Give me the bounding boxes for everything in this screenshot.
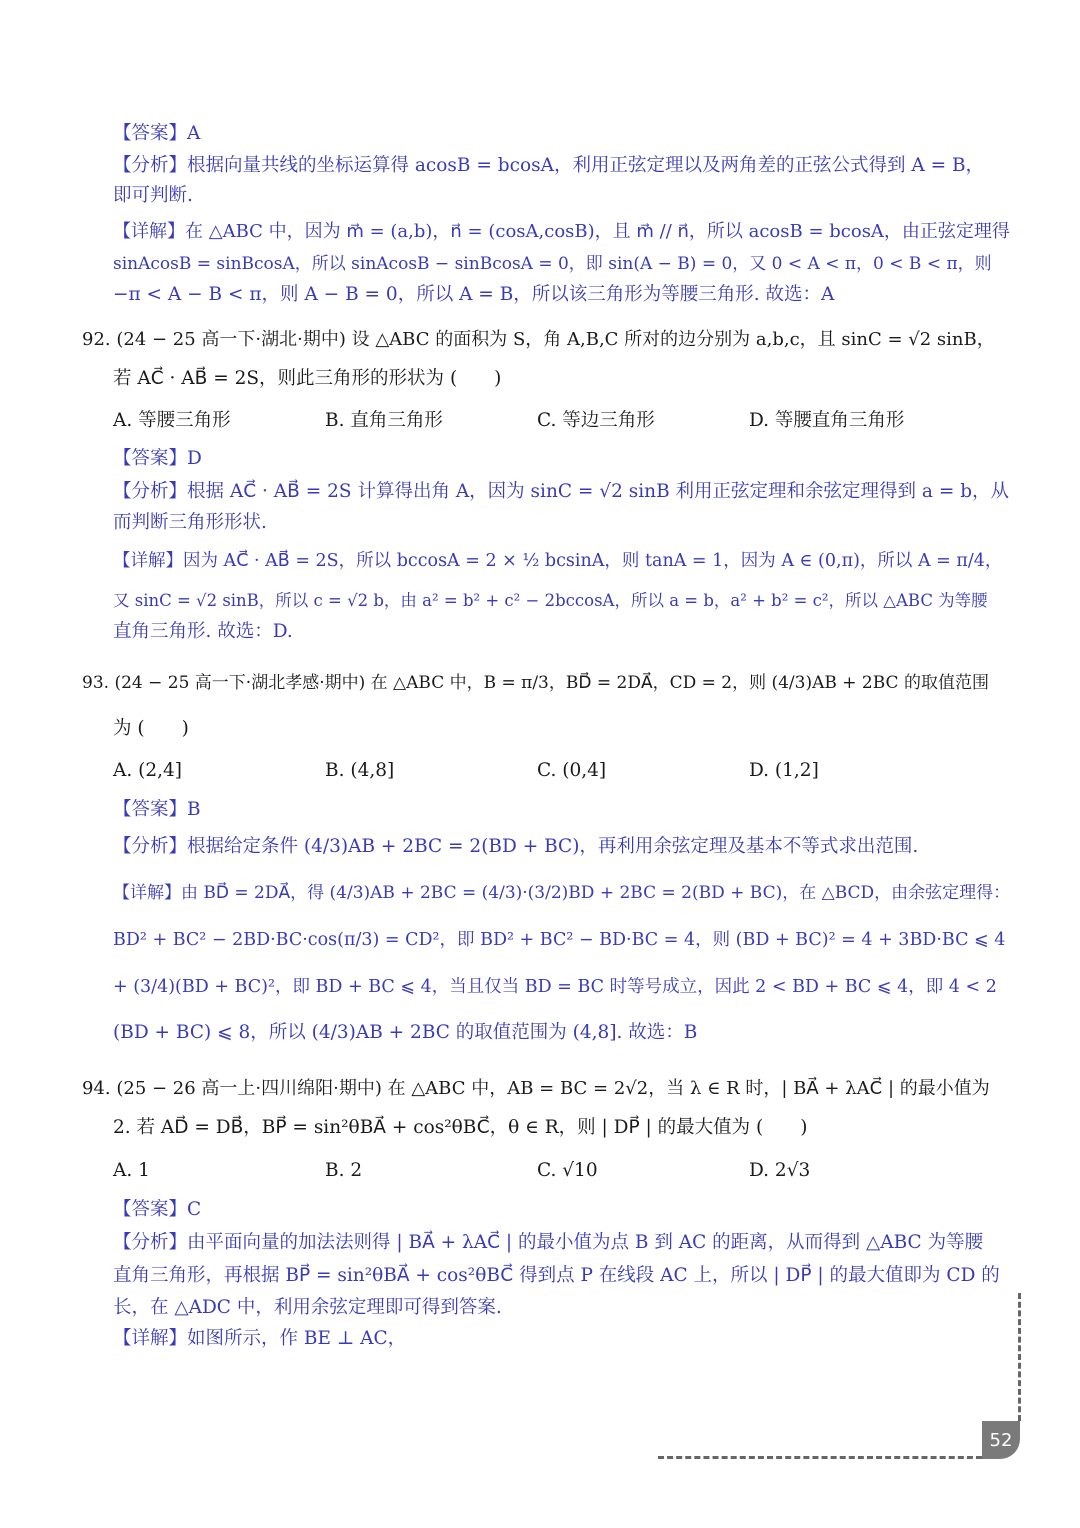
question-94-option-d: D. 2√3 — [749, 1160, 811, 1181]
detail-92-line-3: 直角三角形. 故选：D. — [113, 621, 293, 642]
answer-93: 【答案】B — [113, 799, 201, 820]
detail-91-line-3: −π < A − B < π，则 A − B = 0，所以 A = B，所以该三角形为等腰三角形. 故选：A — [113, 284, 835, 305]
detail-94-line-1: 【详解】如图所示，作 BE ⊥ AC， — [113, 1328, 407, 1349]
page-corner-dashed-vertical — [1018, 1293, 1021, 1421]
detail-91-line-1: 【详解】在 △ABC 中，因为 m⃗ = (a,b)，n⃗ = (cosA,cosB)，且 m⃗ // n⃗，所以 acosB = bcosA，由正弦定理得 — [113, 221, 1010, 242]
page-number: 52 — [982, 1421, 1020, 1459]
answer-91: 【答案】A — [113, 123, 201, 144]
question-93-option-c: C. (0,4] — [537, 760, 607, 781]
analysis-91-line-2: 即可判断. — [113, 185, 193, 206]
question-92-option-b: B. 直角三角形 — [325, 410, 443, 431]
question-92-option-d: D. 等腰直角三角形 — [749, 410, 905, 431]
detail-91-line-2: sinAcosB = sinBcosA，所以 sinAcosB − sinBcosA = 0，即 sin(A − B) = 0，又 0 < A < π，0 < B < π，则 — [113, 254, 992, 274]
question-92-option-a: A. 等腰三角形 — [113, 410, 231, 431]
detail-93-line-1: 【详解】由 BD⃗ = 2DA⃗，得 (4/3)AB + 2BC = (4/3)·(3/2)BD + 2BC = 2(BD + BC)，在 △BCD，由余弦定理得： — [113, 883, 1011, 903]
analysis-94-line-1: 【分析】由平面向量的加法法则得 | BA⃗ + λAC⃗ | 的最小值为点 B 到 AC 的距离，从而得到 △ABC 为等腰 — [113, 1232, 984, 1253]
question-93-stem-line-1: 93. (24 − 25 高一下·湖北孝感·期中) 在 △ABC 中，B = π/3，BD⃗ = 2DA⃗，CD = 2，则 (4/3)AB + 2BC 的取值范围 — [82, 673, 989, 693]
question-93-option-a: A. (2,4] — [113, 760, 182, 781]
detail-93-line-3: + (3/4)(BD + BC)²，即 BD + BC ⩽ 4，当且仅当 BD = BC 时等号成立，因此 2 < BD + BC ⩽ 4，即 4 < 2 — [113, 977, 997, 997]
question-92-option-c: C. 等边三角形 — [537, 410, 655, 431]
page-corner-dashed-horizontal — [658, 1456, 982, 1459]
analysis-93-line-1: 【分析】根据给定条件 (4/3)AB + 2BC = 2(BD + BC)，再利用余弦定理及基本不等式求出范围. — [113, 836, 919, 857]
question-94-option-b: B. 2 — [325, 1160, 363, 1181]
question-92-stem-line-2: 若 AC⃗ · AB⃗ = 2S，则此三角形的形状为 ( ) — [113, 368, 502, 389]
question-93-option-d: D. (1,2] — [749, 760, 819, 781]
question-93-stem-line-2: 为 ( ) — [113, 718, 189, 739]
analysis-91-line-1: 【分析】根据向量共线的坐标运算得 acosB = bcosA，利用正弦定理以及两角差的正弦公式得到 A = B， — [113, 155, 985, 176]
analysis-94-line-3: 长，在 △ADC 中，利用余弦定理即可得到答案. — [113, 1297, 502, 1318]
detail-93-line-2: BD² + BC² − 2BD·BC·cos(π/3) = CD²，即 BD² + BC² − BD·BC = 4，则 (BD + BC)² = 4 + 3BD·BC ⩽ 4 — [113, 930, 1006, 950]
analysis-94-line-2: 直角三角形，再根据 BP⃗ = sin²θBA⃗ + cos²θBC⃗ 得到点 P 在线段 AC 上，所以 | DP⃗ | 的最大值即为 CD 的 — [113, 1265, 1000, 1286]
question-94-option-a: A. 1 — [113, 1160, 150, 1181]
answer-92: 【答案】D — [113, 448, 202, 469]
question-94-stem-line-2: 2. 若 AD⃗ = DB⃗，BP⃗ = sin²θBA⃗ + cos²θBC⃗，θ ∈ R，则 | DP⃗ | 的最大值为 ( ) — [113, 1117, 808, 1138]
analysis-92-line-1: 【分析】根据 AC⃗ · AB⃗ = 2S 计算得出角 A，因为 sinC = √2 sinB 利用正弦定理和余弦定理得到 a = b，从 — [113, 481, 1010, 502]
question-93-option-b: B. (4,8] — [325, 760, 395, 781]
question-94-option-c: C. √10 — [537, 1160, 598, 1181]
question-94-stem-line-1: 94. (25 − 26 高一上·四川绵阳·期中) 在 △ABC 中，AB = BC = 2√2，当 λ ∈ R 时，| BA⃗ + λAC⃗ | 的最小值为 — [82, 1078, 990, 1099]
question-92-stem-line-1: 92. (24 − 25 高一下·湖北·期中) 设 △ABC 的面积为 S，角 A,B,C 所对的边分别为 a,b,c，且 sinC = √2 sinB， — [82, 329, 995, 350]
detail-92-line-1: 【详解】因为 AC⃗ · AB⃗ = 2S，所以 bccosA = 2 × ½ bcsinA，则 tanA = 1，因为 A ∈ (0,π)，所以 A = π/4， — [113, 551, 1003, 571]
detail-92-line-2: 又 sinC = √2 sinB，所以 c = √2 b，由 a² = b² + c² − 2bccosA，所以 a = b，a² + b² = c²，所以 △ABC 为等腰 — [113, 591, 988, 610]
detail-93-line-4: (BD + BC) ⩽ 8，所以 (4/3)AB + 2BC 的取值范围为 (4,8]. 故选：B — [113, 1022, 698, 1043]
answer-94: 【答案】C — [113, 1199, 202, 1220]
analysis-92-line-2: 而判断三角形形状. — [113, 512, 267, 533]
